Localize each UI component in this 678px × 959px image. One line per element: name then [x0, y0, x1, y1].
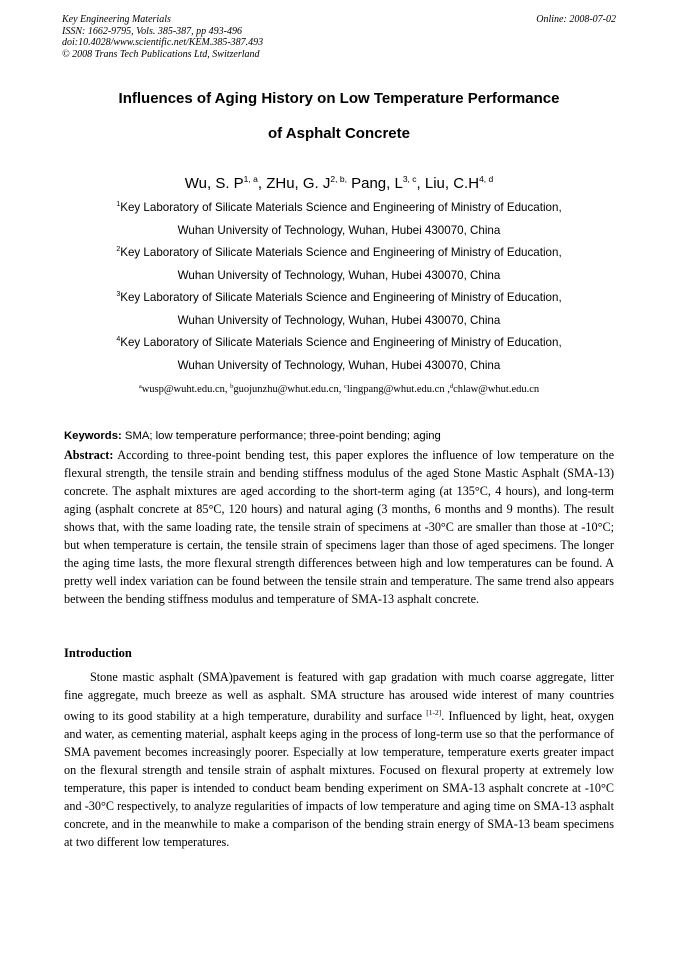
abstract-label: Abstract: — [64, 448, 114, 462]
email-a[interactable]: $^a$wusp@wuht.edu.cn, — [138, 383, 231, 395]
affiliation-4-line-2: Wuhan University of Technology, Wuhan, Hubei 430070, China — [177, 359, 501, 372]
affiliation-3-line-2: Wuhan University of Technology, Wuhan, Hubei 430070, China — [177, 314, 501, 327]
journal-name: Key Engineering Materials — [62, 14, 171, 25]
affiliation-1-line-2: Wuhan University of Technology, Wuhan, Hubei 430070, China — [177, 224, 501, 237]
author-list — [0, 174, 678, 192]
abstract-text: According to three-point bending test, this paper explores the influence of low temperature on the flexural strength, the tensile strain and bending stiffness modulus of the aged Stone Mastic Asphalt (SMA-13) concrete. The asphalt mixtures are aged according to the short-term aging (at 135°C, 4 hours), and long-term aging (asphalt concrete at 85°C, 120 hours) and natural aging (3 months, 6 months and 9 months). The result shows that, with the same loading rate, the tensile strain of specimens at -30°C are smaller than those at -10°C; but when temperature is certain, the tensile strain of specimens lager than those of aged specimens. The longer the aging time lasts, the more flexural strength differences between high and low temperatures can be found. A pretty well index variation can be found between the tensile strain and temperature. The same trend also appears between the bending stiffness modulus and temperature of SMA-13 asphalt concrete. — [64, 448, 614, 606]
issn-line: ISSN: 1662-9795, Vols. 385-387, pp 493-496 — [62, 25, 242, 37]
paper-title-line-1: Influences of Aging History on Low Temperature Performance — [118, 90, 560, 107]
author-affiliation-mark: 2, b, — [330, 174, 347, 184]
keywords-text: SMA; low temperature performance; three-point bending; aging — [121, 430, 441, 442]
abstract — [64, 446, 614, 608]
journal-header — [62, 14, 263, 60]
author: Liu, $C.H^{4, d}$ — [424, 174, 494, 192]
doi-link[interactable]: doi:10.4028/www.scientific.net/KEM.385-387.493 — [62, 37, 264, 48]
author-affiliation-mark: 3, c — [402, 174, 417, 184]
section-heading-introduction: Introduction — [64, 646, 132, 660]
affiliation-4-line-1: $^4$Key Laboratory of Silicate Materials Science and Engineering of Ministry of Education, — [116, 336, 562, 349]
introduction-paragraph: Stone mastic asphalt (SMA)pavement is featured with gap gradation with much coarse aggregate, litter fine aggregate, much breeze as well as asphalt. SMA structure has aroused wide interest of many countries owing to its good stability at a high temperature, durability and surface [1-2]. Influenced by light, heat, oxygen and water, as cementing material, asphalt keeps aging in the process of long-term use so that the performance of SMA pavement becomes increasingly poorer. Especially at low temperature, temperature exerts greater impact on the flexural strength and tensile strain of asphalt mixtures. Focused on flexural property at extremely low temperature, this paper is intended to conduct beam bending experiment on SMA-13 asphalt concrete at -10°C and -30°C respectively, to analyze regularities of impacts of low temperature and aging time on SMA-13 asphalt concrete, and in the meanwhile to make a comparison of the bending strain energy of SMA-13 beam specimens at two different low temperatures. — [64, 670, 614, 849]
affiliation-1-line-1: $^1$Key Laboratory of Silicate Materials Science and Engineering of Ministry of Education, — [116, 201, 562, 214]
author: Pang, L$^{3, c}$, — [351, 174, 425, 192]
email-b[interactable]: $^b$guojunzhu@whut.edu.cn, — [230, 383, 344, 395]
affiliation-2-line-2: Wuhan University of Technology, Wuhan, Hubei 430070, China — [177, 269, 501, 282]
email-c[interactable]: $^c$lingpang@whut.edu.cn , — [343, 383, 450, 395]
citation-ref[interactable]: [1-2] — [426, 708, 442, 717]
keywords-label: Keywords: — [64, 430, 122, 442]
online-date: Online: 2008-07-02 — [536, 14, 616, 25]
author: ZHu, G. $J^{2, b,}$ — [266, 174, 347, 192]
affiliation-3-line-1: $^3$Key Laboratory of Silicate Materials Science and Engineering of Ministry of Education, — [116, 291, 562, 304]
email-d[interactable]: $^d$chlaw@whut.edu.cn — [449, 383, 540, 395]
affiliation-2-line-1: $^2$Key Laboratory of Silicate Materials Science and Engineering of Ministry of Education, — [116, 246, 562, 259]
introduction-body — [64, 668, 614, 851]
author-affiliation-mark: 4, d — [479, 174, 494, 184]
email-list — [0, 383, 678, 395]
author: Wu, S. P$^{1, a}$, — [184, 174, 267, 192]
keywords — [64, 430, 614, 442]
paper-title-line-2: of Asphalt Concrete — [268, 125, 410, 142]
author-affiliation-mark: 1, a — [243, 174, 258, 184]
copyright-line: © 2008 Trans Tech Publications Ltd, Switzerland — [62, 48, 260, 60]
